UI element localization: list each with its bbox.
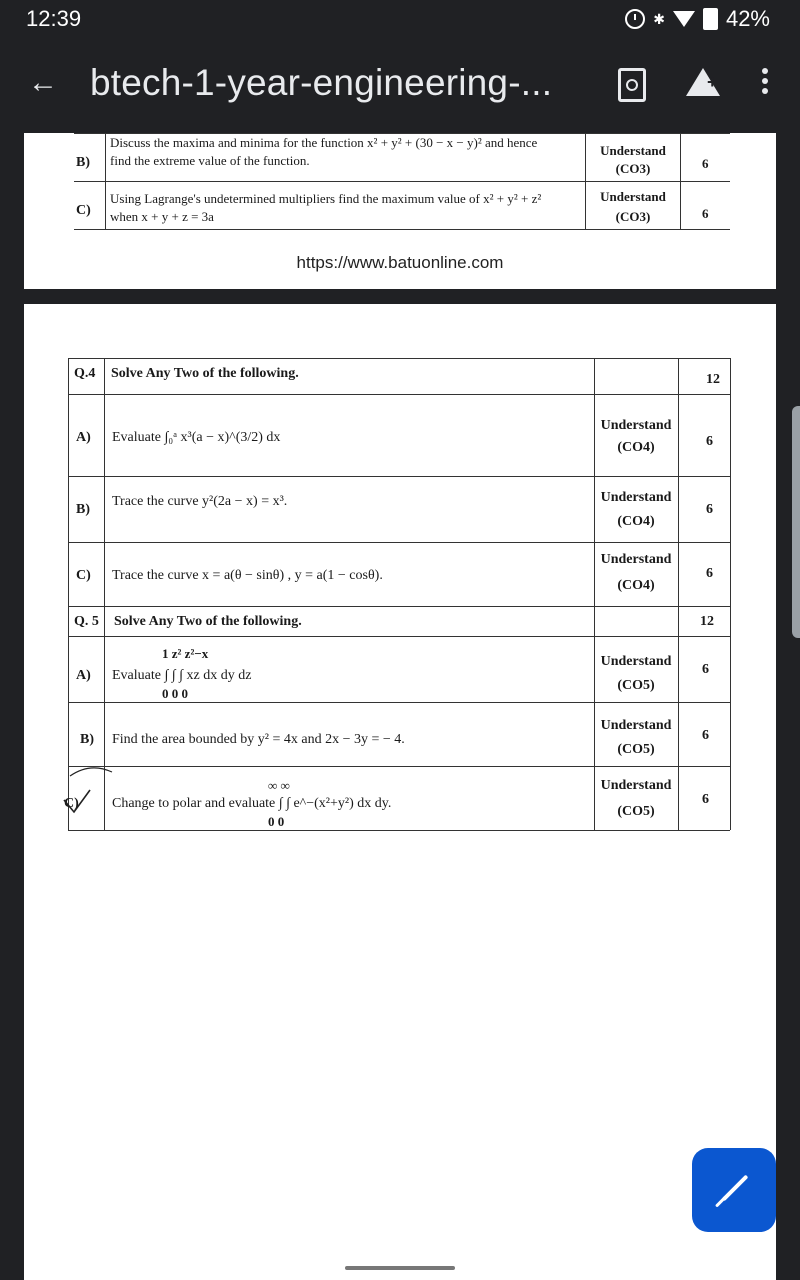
question-text: Find the area bounded by y² = 4x and 2x − 3y = − 4. xyxy=(112,732,405,747)
wifi-icon xyxy=(673,11,695,27)
co-text: (CO3) xyxy=(615,209,651,224)
row-label: C) xyxy=(64,796,79,811)
q5-heading: Solve Any Two of the following. xyxy=(114,614,302,629)
level-text: Understand xyxy=(600,418,672,433)
status-icons xyxy=(625,6,770,32)
add-to-drive-icon[interactable] xyxy=(686,68,720,96)
marks-text: 6 xyxy=(702,206,709,221)
marks-text: 6 xyxy=(706,502,713,517)
level-text: Understand xyxy=(600,490,672,505)
row-label: B) xyxy=(80,732,94,747)
alarm-icon xyxy=(625,9,645,29)
level-text: Understand xyxy=(600,654,672,669)
q5-label: Q. 5 xyxy=(74,614,99,629)
battery-icon xyxy=(703,8,718,30)
integral-upper-limits: ∞ ∞ xyxy=(268,778,290,793)
back-arrow-icon[interactable]: ← xyxy=(28,66,58,99)
co-text: (CO5) xyxy=(617,678,655,693)
question-text: Discuss the maxima and minima for the function x² + y² + (30 − x − y)² and hence xyxy=(110,135,538,150)
integral-lower-limits: 0 0 0 xyxy=(162,686,188,701)
co-text: (CO4) xyxy=(617,514,655,529)
q4-marks: 12 xyxy=(706,372,720,387)
co-text: (CO5) xyxy=(617,742,655,757)
app-bar xyxy=(0,38,800,130)
co-text: (CO4) xyxy=(617,440,655,455)
row-label: B) xyxy=(76,502,90,517)
marks-text: 6 xyxy=(702,728,709,743)
level-text: Understand xyxy=(600,778,672,793)
status-time: 12:39 xyxy=(26,6,82,31)
pen-stroke-icon xyxy=(715,1195,727,1207)
co-text: (CO5) xyxy=(617,804,655,819)
row-label: A) xyxy=(76,668,91,683)
marks-text: 6 xyxy=(706,434,713,449)
pdf-page-2 xyxy=(24,304,776,1280)
level-text: Understand xyxy=(600,552,672,567)
annotate-pen-button[interactable] xyxy=(692,1148,776,1232)
marks-text: 6 xyxy=(702,156,709,171)
more-options-icon[interactable] xyxy=(762,68,768,98)
level-text: Understand xyxy=(600,143,666,158)
q4-label: Q.4 xyxy=(74,366,96,381)
marks-text: 6 xyxy=(702,792,709,807)
search-in-document-icon[interactable] xyxy=(618,68,646,102)
question-text: when x + y + z = 3a xyxy=(110,209,214,224)
q4-heading: Solve Any Two of the following. xyxy=(111,366,299,381)
document-title: btech-1-year-engineering-... xyxy=(90,62,553,103)
scrollbar-handle[interactable] xyxy=(792,406,800,638)
level-text: Understand xyxy=(600,718,672,733)
row-label: A) xyxy=(76,430,91,445)
bluetooth-icon: ✱ xyxy=(653,10,665,27)
marks-text: 6 xyxy=(702,662,709,677)
question-text: find the extreme value of the function. xyxy=(110,153,310,168)
handwritten-tick-mark xyxy=(60,760,120,820)
question-text: Evaluate ∫₀ᵃ x³(a − x)^(3/2) dx xyxy=(112,430,281,445)
co-text: (CO4) xyxy=(617,578,655,593)
q5-marks: 12 xyxy=(700,614,714,629)
question-text: Trace the curve x = a(θ − sinθ) , y = a(1 − cosθ). xyxy=(112,568,383,583)
question-text: Trace the curve y²(2a − x) = x³. xyxy=(112,494,288,509)
gesture-nav-bar[interactable] xyxy=(345,1266,455,1270)
row-label: C) xyxy=(76,203,91,218)
status-bar xyxy=(0,0,800,38)
integral-upper-limits: 1 z² z²−x xyxy=(162,646,209,661)
question-text: Using Lagrange's undetermined multipliers find the maximum value of x² + y² + z² xyxy=(110,191,542,206)
question-text: Change to polar and evaluate ∫ ∫ e^−(x²+y²) dx dy. xyxy=(112,796,392,811)
battery-percent: 42% xyxy=(725,6,770,31)
level-text: Understand xyxy=(600,189,666,204)
row-label: C) xyxy=(76,568,91,583)
row-label: B) xyxy=(76,155,90,170)
marks-text: 6 xyxy=(706,566,713,581)
question-text: Evaluate ∫ ∫ ∫ xz dx dy dz xyxy=(112,668,252,683)
integral-lower-limits: 0 0 xyxy=(268,814,285,829)
pdf-page-1 xyxy=(24,133,776,289)
co-text: (CO3) xyxy=(615,161,651,176)
watermark-url: https://www.batuonline.com xyxy=(296,253,504,272)
